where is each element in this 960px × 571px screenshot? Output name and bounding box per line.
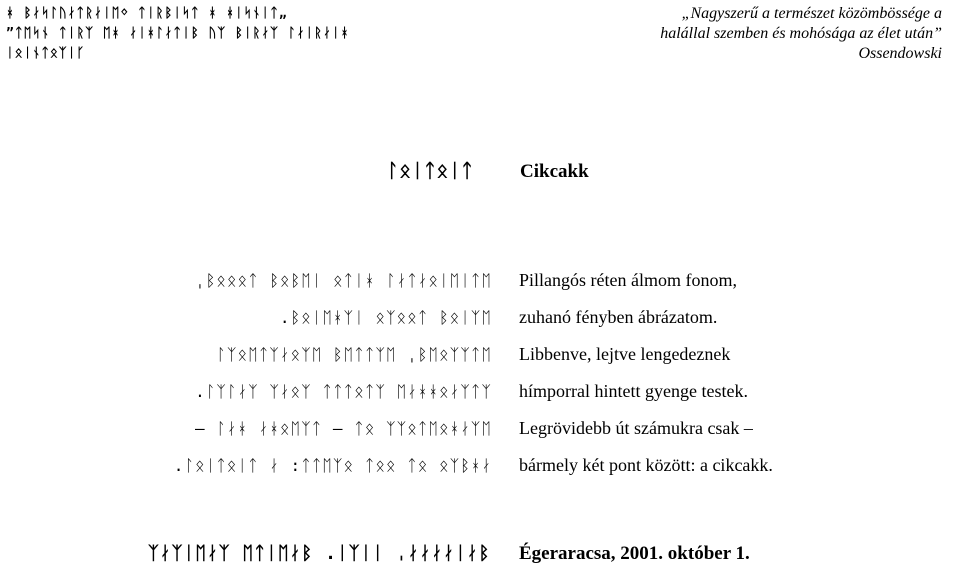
epigraph-runic — [6, 4, 349, 64]
poem-latin — [519, 262, 773, 484]
epigraph-author: Ossendowski — [858, 45, 942, 62]
poem-line: Legrövidebb út számukra csak – — [519, 418, 753, 438]
poem-title: Cikcakk — [520, 161, 589, 182]
poem-runic-line: ᛚᛉᛟᛖᛏᛉᛅᛟᛉᛖ ᛒᛖᛏᛏᛉᛖ ˌᛒᛖᛟᛉᛉᛏᛖ — [216, 345, 492, 364]
title-runic: ᛚᛟᛁᛏᛟᛁᛏ — [387, 160, 474, 182]
poem-line: hímporral hintett gyenge testek. — [519, 381, 748, 401]
epigraph-runic-line: ”ᛏᛖᛋᚾ ᛏᛁᚱᛉ ᛖᚼ ᛅᛁᚼᛚᛅᛏᛁᛒ ᚢᛉ ᛒᛁᚱᛅᛉ ᛚᛅᛁᚱᛅᛁᚼ — [6, 26, 350, 41]
epigraph-latin — [660, 4, 942, 64]
poem-line: Pillangós réten álmom fonom, — [519, 270, 737, 290]
epigraph-line: „Nagyszerű a természet közömbössége a — [681, 5, 942, 22]
poem-runic-line: .ᛚᛟᛁᛏᛟᛁᛏ ᛅ :ᛏᛏᛖᛉᛟ ᛏᛟᛟ ᛏᛟ ᛟᛉᛒᚼᛅ — [173, 456, 492, 475]
poem-runic — [174, 262, 492, 484]
signature-latin: Égeraracsa, 2001. október 1. — [519, 543, 750, 564]
poem-runic-line: .ᛚᛉᛚᛅᛉ ᛉᛅᛟᛉ ᛏᛏᛏᛟᛏᛉ ᛖᛅᚼᚼᛟᛅᛉᛏᛉ — [195, 382, 492, 401]
epigraph-runic-line: ᚼ ᛒᛅᛋᛚᚢᛅᛏᚱᛅᛁᛖᛜ ᛏᛁᚱᛒᛁᛋᛏ ᚼ ᚼᛁᛋᚾᛁᛏ„ — [6, 6, 288, 21]
poem-runic-line: .ᛒᛟᛁᛖᚼᛉᛁ ᛟᛉᛟᛟᛏ ᛒᛟᛁᛉᛖ — [279, 308, 492, 327]
poem-line: Libbenve, lejtve lengedeznek — [519, 344, 731, 364]
epigraph-line: halállal szemben és mohósága az élet után” — [660, 25, 942, 42]
poem-runic-line: ˌᛒᛟᛟᛟᛏ ᛒᛟᛒᛖᛁ ᛟᛏᛁᚼ ᛚᛅᛏᛅᛟᛁᛖᛁᛏᛖ — [195, 271, 492, 290]
poem-line: bármely két pont között: a cikcakk. — [519, 455, 773, 475]
epigraph-runic-line: ᛁᛟᛁᚾᛏᛟᛉᛁᚴ — [6, 46, 86, 61]
signature-runic: ᛉᛅᛉᛁᛖᛅᛉ ᛖᛏᛁᛖᛅᛒ .ᛁᛉᛁᛁ ˌᛅᛅᛅᛅᛁᛅᛒ — [148, 543, 491, 564]
poem-line: zuhanó fényben ábrázatom. — [519, 307, 718, 327]
poem-runic-line: – ᛚᛅᚼ ᛅᚼᛟᛖᛉᛏ – ᛏᛟ ᛉᛉᛟᛏᛖᛟᚼᛅᛉᛖ — [194, 419, 492, 438]
